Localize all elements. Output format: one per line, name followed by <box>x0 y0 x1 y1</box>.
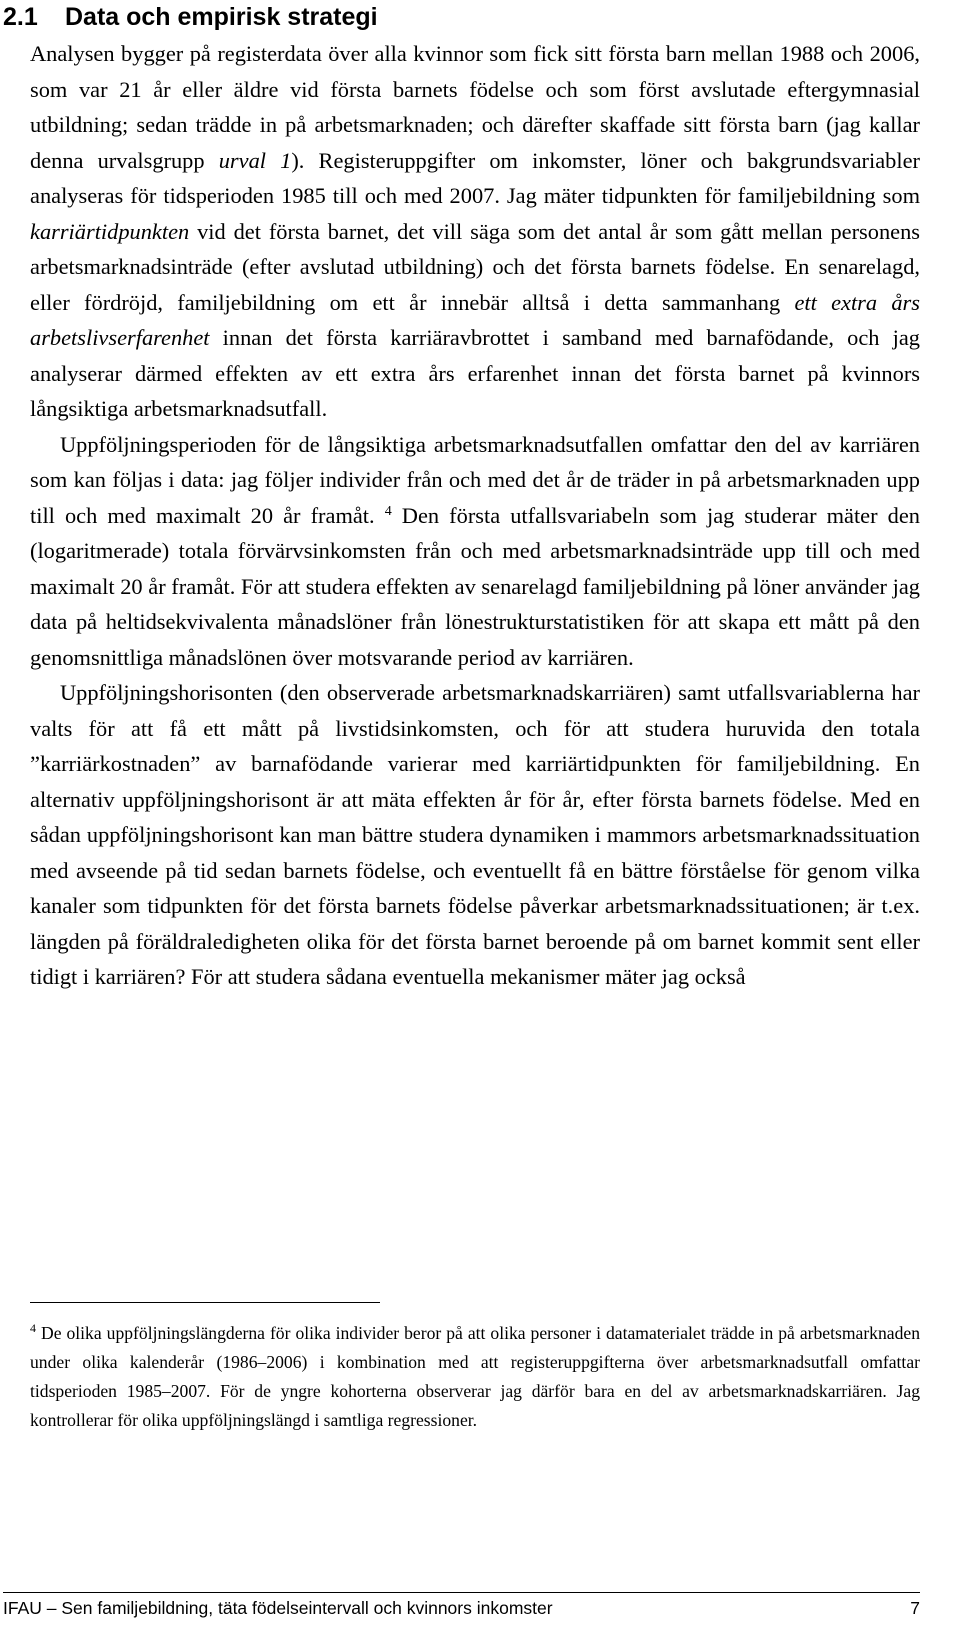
paragraph-2-text-a: Uppföljningsperioden för de långsiktiga arbetsmarknadsutfallen omfattar den del av karriären som kan följas i data: jag följer individer från och med det år de träder in på arbetsmarknaden upp till och med maximalt 20 år framåt. <box>30 431 920 528</box>
body-text <box>30 36 920 995</box>
footnote-separator <box>30 1302 380 1303</box>
paragraph-1-text-b: ). Registeruppgifter om inkomster, löner och bakgrundsvariabler analyseras för tidsperioden 1985 till och med 2007. Jag mäter tidpunkten för familjebildning som <box>30 147 920 208</box>
section-title: Data och empirisk strategi <box>65 3 378 31</box>
paragraph-1-text-a: Analysen bygger på registerdata över alla kvinnor som fick sitt första barn mellan 1988 och 2006, som var 21 år eller äldre vid första barnets födelse och som först avslutade eftergymnasial utbildning; sedan trädde in på arbetsmarknaden; och därefter skaffade sitt första barn (jag kallar denna urvalsgrupp <box>30 41 920 173</box>
section-heading <box>3 2 378 32</box>
paragraph-3-text: Uppföljningshorisonten (den observerade arbetsmarknadskarriären) samt utfallsvariablerna har valts för att få ett mått på livstidsinkomsten, och för att studera huruvida den totala ”karriärkostnaden” av barnafödande varierar med karriärtidpunkten för familjebildning. En alternativ uppföljningshorisont är att mäta effekten år för år, efter första barnets födelse. Med en sådan uppföljningshorisont kan man bättre studera dynamiken i mammors arbetsmarknadssituation med avseende på tid sedan barnets födelse, och eventuellt få en bättre förståelse för genom vilka kanaler som tidpunkten för det första barnets födelse påverkar arbetsmarknadssituationen; är t.ex. längden på föräldraledigheten olika för det första barnet beroende på om barnet kommit sent eller tidigt i karriären? För att studera sådana eventuella mekanismer mäter jag också <box>30 680 920 989</box>
page-number: 7 <box>910 1598 920 1618</box>
term-arbetslivserfarenhet: ett extra års arbetslivserfarenhet <box>30 289 920 350</box>
footer-rule <box>3 1592 920 1593</box>
footnote-reference[interactable]: 4 <box>384 503 392 519</box>
paragraph-2 <box>30 427 920 676</box>
footnote-text: De olika uppföljningslängderna för olika individer beror på att olika personer i datamaterialet trädde in på arbetsmarknaden under olika kalenderår (1986–2006) i kombination med att registeruppgifterna över arbetsmarknadsutfall omfattar tidsperioden 1985–2007. För de yngre kohorterna observerar jag därför bara en del av arbetsmarknadskarriären. Jag kontrollerar för olika uppföljningslängd i samtliga regressioner. <box>30 1323 920 1430</box>
paragraph-3 <box>30 675 920 995</box>
footnote-marker: 4 <box>30 1321 36 1335</box>
paragraph-2-text-b: Den första utfallsvariabeln som jag studerar mäter den (logaritmerade) totala förvärvsinkomsten från och med arbetsmarknadsinträde upp till och med maximalt 20 år framåt. För att studera effekten av senarelagd familjebildning på löner använder jag data på heltidsekvivalenta månadslöner från lönestrukturstatistiken för att skapa ett mått på den genomsnittliga månadslönen över motsvarande period av karriären. <box>30 502 920 670</box>
term-karriartidpunkten: karriärtidpunkten <box>30 218 190 244</box>
section-number: 2.1 <box>3 3 38 31</box>
paragraph-1-text-d: innan det första karriäravbrottet i samband med barnafödande, och jag analyserar därmed effekten av ett extra års erfarenhet innan det första barnet på kvinnors långsiktiga arbetsmarknadsutfall. <box>30 325 920 421</box>
paragraph-1-text-c: vid det första barnet, det vill säga som det antal år som gått mellan personens arbetsmarknadsinträde (efter avslutad utbildning) och det första barnets födelse. En senarelagd, eller fördröjd, familjebildning om ett år innebär alltså i detta sammanhang <box>30 218 920 315</box>
footnote <box>30 1319 920 1435</box>
footer-title: IFAU – Sen familjebildning, täta födelseintervall och kvinnors inkomster <box>3 1598 553 1618</box>
paragraph-1 <box>30 36 920 427</box>
term-urval-1: urval 1 <box>218 147 292 173</box>
